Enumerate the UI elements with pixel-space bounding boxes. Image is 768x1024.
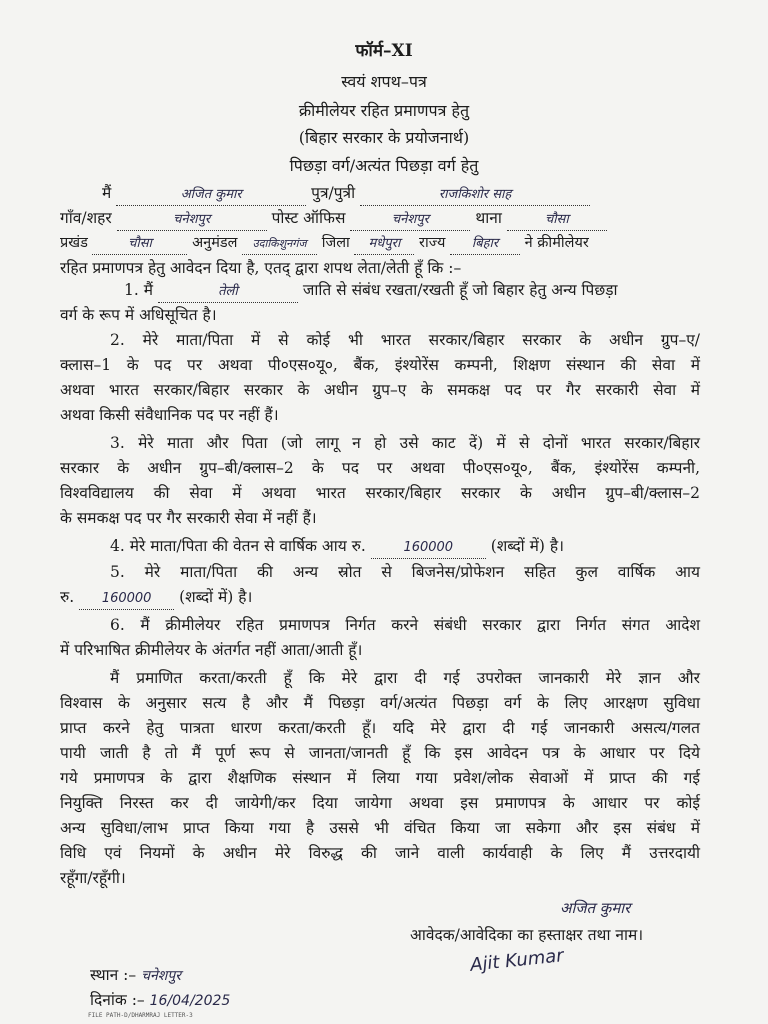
place-line (90, 965, 181, 986)
item-5-line-2 (60, 587, 252, 610)
father-name-field[interactable]: राजकिशोर साह (360, 185, 590, 206)
village-field[interactable]: चनेशपुर (117, 210, 267, 231)
item-6-line-2: में परिभाषित क्रीमीलेयर के अंतर्गत नहीं आता/आती हूँ। (60, 641, 363, 659)
declaration-line-3: प्राप्त करने हेतु पात्रता धारण करता/करती हूँ। यदि मेरे द्वारा दी गई जानकारी असत्य/गलत (60, 719, 700, 737)
item-1-prefix: 1. मैं (124, 281, 153, 299)
item-1-line-2: वर्ग के रूप में अधिसूचित है। (60, 306, 217, 324)
post-office-field[interactable]: चनेशपुर (350, 210, 470, 231)
declaration-line-1: मैं प्रमाणित करता/करती हूँ कि मेरे द्वारा दी गई उपरोक्त जानकारी मेरे ज्ञान और (110, 669, 700, 687)
block-label: प्रखंड (60, 235, 88, 251)
district-label: जिला (321, 235, 350, 251)
post-office-label: पोस्ट ऑफिस (271, 209, 346, 227)
item-4-text: 4. मेरे माता/पिता की वेतन से वार्षिक आय रु. (110, 537, 366, 555)
declaration-line-7: अन्य सुविधा/लाभ प्राप्त किया गया है उससे भी वंचित किया जा सकेगा और इस संबंध में (60, 819, 700, 837)
district-field[interactable]: मधेपुरा (354, 234, 414, 255)
date-field[interactable]: 16/04/2025 (149, 993, 231, 1009)
other-income-field[interactable]: 160000 (79, 589, 174, 610)
item-3-line-2: सरकार के अधीन ग्रुप–बी/क्लास–2 के पद पर अथवा पी०एस०यू०, बैंक, इंश्योरेंस कम्पनी, (60, 459, 700, 477)
item-3-line-3: विश्वविद्यालय की सेवा में अथवा भारत सरकार/बिहार सरकार के अधीन ग्रुप–बी/क्लास–2 (60, 484, 700, 502)
intro-line-4: रहित प्रमाणपत्र हेतु आवेदन दिया है, एतद् द्वारा शपथ लेता/लेती हूँ कि :– (60, 259, 462, 277)
creamy-layer-label: ने क्रीमीलेयर (524, 235, 589, 251)
date-line (90, 990, 230, 1011)
intro-line-2 (60, 208, 607, 231)
item-6-line-1: 6. मैं क्रीमीलेयर रहित प्रमाणपत्र निर्गत करने संबंधी सरकार द्वारा निर्गत संगत आदेश (110, 616, 700, 634)
item-3-line-4: के समकक्ष पद पर गैर सरकारी सेवा में नहीं हैं। (60, 509, 317, 527)
declaration-line-6: नियुक्ति निरस्त कर दी जायेगी/कर दिया जायेगा अथवा इस प्रमाणपत्र के आधार पर कोई (60, 794, 700, 812)
intro-line-1 (102, 183, 590, 206)
item-2-line-1: 2. मेरे माता/पिता में से कोई भी भारत सरकार/बिहार सरकार के अधीन ग्रुप–ए/ (110, 331, 700, 349)
thana-field[interactable]: चौसा (507, 210, 607, 231)
item-4-line (110, 536, 564, 559)
declaration-line-2: विश्वास के अनुसार सत्य है और मैं पिछड़ा वर्ग/अत्यंत पिछड़ा वर्ग के लिए आरक्षण सुविधा (60, 694, 700, 712)
item-3-line-1: 3. मेरे माता और पिता (जो लागू न हो उसे काट दें) में से दोनों भारत सरकार/बिहार (110, 434, 700, 452)
declaration-line-9: रहूँगा/रहूँगी। (60, 869, 126, 887)
file-path-text: FILE PATH-D/DHARMRAJ LETTER-3 (88, 1012, 193, 1019)
form-number: फॉर्म–XI (355, 41, 413, 61)
place-field[interactable]: चनेशपुर (141, 968, 181, 984)
item-2-line-3: अथवा भारत सरकार/बिहार सरकार के अधीन ग्रुप–ए के समकक्ष पद पर गैर सरकारी सेवा में (60, 381, 700, 399)
item-1-text: जाति से संबंध रखता/रखती हूँ जो बिहार हेतु अन्य पिछड़ा (302, 281, 618, 299)
subdivision-field[interactable]: उदाकिशुनगंज (242, 234, 317, 255)
item-4-suffix: (शब्दों में) है। (490, 537, 564, 555)
form-title-line2: क्रीमीलेयर रहित प्रमाणपत्र हेतु (298, 101, 470, 120)
date-label: दिनांक :– (90, 991, 145, 1009)
applicant-signature: Ajit Kumar (469, 945, 565, 976)
form-title-line1: स्वयं शपथ–पत्र (341, 72, 427, 91)
thana-label: थाना (475, 209, 502, 227)
caste-field[interactable]: तेली (158, 282, 298, 303)
signature-label: आवेदक/आवेदिका का हस्ताक्षर तथा नाम। (410, 926, 644, 944)
declaration-line-8: विधि एवं नियमों के अधीन मेरे विरुद्ध की जाने वाली कार्यवाही के लिए मैं उत्तरदायी (60, 844, 700, 862)
intro-line-3 (60, 233, 589, 255)
block-field[interactable]: चौसा (92, 234, 187, 255)
subdivision-label: अनुमंडल (192, 235, 238, 251)
declaration-line-4: पायी जाती है तो मैं पूर्ण रूप से जानता/जानती हूँ कि इस आवेदन पत्र के आधार पर दिये (60, 744, 700, 762)
item-5-rs-label: रु. (60, 588, 75, 606)
item-5-suffix: (शब्दों में) है। (179, 588, 253, 606)
state-field[interactable]: बिहार (450, 234, 520, 255)
intro-me-label: मैं (102, 184, 112, 202)
item-1-line-1 (124, 280, 618, 303)
applicant-name-field[interactable]: अजित कुमार (116, 185, 306, 206)
applicant-name-handwritten: अजित कुमार (560, 899, 631, 917)
form-title-line4: पिछड़ा वर्ग/अत्यंत पिछड़ा वर्ग हेतु (289, 156, 479, 175)
item-5-line-1: 5. मेरे माता/पिता की अन्य स्रोत से बिजनेस/प्रोफेशन सहित कुल वार्षिक आय (110, 563, 700, 581)
village-label: गाँव/शहर (60, 209, 112, 227)
item-2-line-4: अथवा किसी संवैधानिक पद पर नहीं हैं। (60, 406, 279, 424)
place-label: स्थान :– (90, 966, 137, 984)
item-2-line-2: क्लास–1 के पद पर अथवा पी०एस०यू०, बैंक, इंश्योरेंस कम्पनी, शिक्षण संस्थान की सेवा में (60, 356, 700, 374)
declaration-line-5: गये प्रमाणपत्र के द्वारा शैक्षणिक संस्थान में लिया गया प्रवेश/लोक सेवाओं में प्राप्त की गई (60, 769, 700, 787)
son-daughter-label: पुत्र/पुत्री (311, 184, 356, 202)
salary-income-field[interactable]: 160000 (371, 538, 486, 559)
state-label: राज्य (419, 235, 446, 251)
form-title-line3: (बिहार सरकार के प्रयोजनार्थ) (298, 128, 470, 147)
